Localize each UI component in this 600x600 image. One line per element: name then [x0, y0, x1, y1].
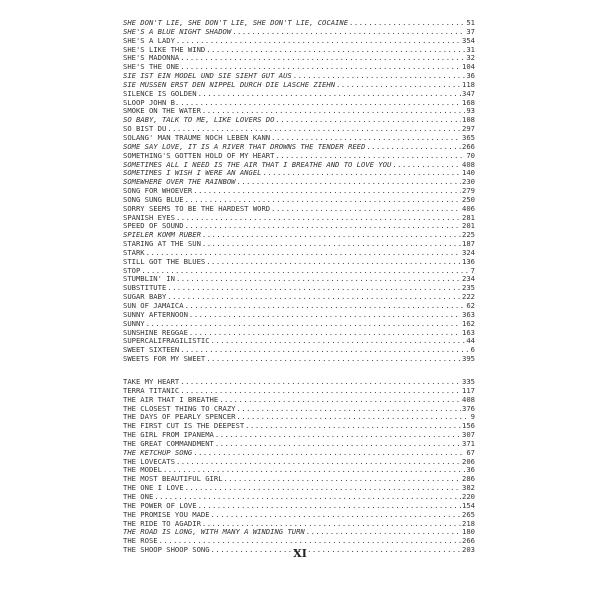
dot-leader — [180, 54, 465, 63]
toc-entry — [123, 63, 475, 72]
dot-leader — [198, 502, 461, 511]
entry-page: 70 — [466, 151, 475, 160]
dot-leader — [336, 81, 461, 90]
dot-leader — [206, 46, 465, 55]
entry-title: STARK — [123, 248, 145, 257]
entry-title: TAKE MY HEART — [123, 378, 180, 386]
entry-title: SORRY SEEMS TO BE THE HARDEST WORD — [123, 204, 271, 213]
page-number: XI — [293, 547, 307, 560]
dot-leader — [198, 90, 461, 99]
dot-leader — [180, 378, 461, 387]
toc-entry — [123, 196, 475, 205]
entry-page: 218 — [462, 519, 475, 528]
entry-title: STOP — [123, 266, 141, 275]
entry-title: SHE'S THE ONE — [123, 63, 180, 72]
toc-entry — [123, 537, 475, 546]
entry-page: 203 — [462, 546, 475, 555]
toc-entry — [123, 337, 475, 346]
entry-title: SONG FOR WHOEVER — [123, 187, 193, 196]
dot-leader — [271, 134, 461, 143]
dot-leader — [185, 222, 461, 231]
entry-page: 163 — [462, 328, 475, 337]
dot-leader — [275, 152, 465, 161]
dot-leader — [180, 387, 461, 396]
entry-page: 266 — [462, 142, 475, 151]
toc-entry — [123, 81, 475, 90]
entry-page: 363 — [462, 310, 475, 319]
toc-entry — [123, 99, 475, 108]
dot-leader — [245, 422, 461, 431]
dot-leader — [271, 205, 461, 214]
dot-leader — [167, 284, 461, 293]
toc-entry — [123, 320, 475, 329]
entry-title: SLOOP JOHN B. — [123, 98, 180, 107]
entry-page: 6 — [470, 346, 475, 355]
dot-leader — [232, 28, 465, 37]
toc-entry — [123, 396, 475, 405]
dot-leader — [349, 19, 465, 28]
toc-entry — [123, 54, 475, 63]
entry-page: 347 — [462, 89, 475, 98]
dot-leader — [176, 275, 461, 284]
entry-page: 117 — [462, 386, 475, 395]
toc-entry — [123, 152, 475, 161]
entry-title: THE CLOSEST THING TO CRAZY — [123, 404, 236, 413]
entry-title: SUPERCALIFRAGILISTIC — [123, 337, 210, 346]
dot-leader — [262, 169, 461, 178]
entry-title: THE POWER OF LOVE — [123, 501, 197, 510]
entry-title: THE DAYS OF PEARLY SPENCER — [123, 413, 236, 422]
entry-page: 286 — [462, 475, 475, 484]
entry-page: 281 — [462, 213, 475, 222]
entry-title: THE GREAT COMMANDMENT — [123, 439, 214, 448]
entry-page: 324 — [462, 248, 475, 257]
entry-page: 230 — [462, 178, 475, 187]
entry-title: SHE'S A LADY — [123, 36, 175, 45]
dot-leader — [189, 311, 461, 320]
toc-entry — [123, 440, 475, 449]
entry-title: SHE'S LIKE THE WIND — [123, 45, 206, 54]
entry-title: SPANISH EYES — [123, 213, 175, 222]
entry-page: 32 — [466, 54, 475, 63]
toc-entry — [123, 511, 475, 520]
entry-title: THE GIRL FROM IPANEMA — [123, 431, 214, 440]
entry-title: STUMBLIN' IN — [123, 275, 175, 284]
entry-page: 365 — [462, 133, 475, 142]
toc-entry — [123, 125, 475, 134]
toc-entry — [123, 222, 475, 231]
dot-leader — [237, 405, 462, 414]
entry-page: 201 — [462, 222, 475, 231]
dot-leader — [185, 484, 461, 493]
entry-page: 371 — [462, 439, 475, 448]
toc-entry — [123, 267, 475, 276]
dot-leader — [202, 107, 465, 116]
entry-title: SOLANG' MAN TRÄUME NOCH LEBEN KANN — [123, 133, 271, 142]
entry-page: 168 — [462, 98, 475, 107]
toc-entry — [123, 90, 475, 99]
entry-page: 62 — [466, 302, 475, 310]
toc-entry — [123, 161, 475, 170]
toc-entry — [123, 178, 475, 187]
entry-title: THE SHOOP SHOOP SONG — [123, 546, 210, 555]
dot-leader — [176, 37, 461, 46]
entry-page: 222 — [462, 293, 475, 302]
entry-page: 279 — [462, 187, 475, 196]
dot-leader — [180, 346, 469, 355]
dot-leader — [237, 178, 462, 187]
entry-title: SHE'S A BLUE NIGHT SHADOW — [123, 27, 232, 36]
entry-page: 406 — [462, 204, 475, 213]
toc-entry — [123, 214, 475, 223]
entry-title: SUN OF JAMAICA — [123, 302, 184, 310]
toc-entry — [123, 387, 475, 396]
toc-entry — [123, 475, 475, 484]
entry-page: 297 — [462, 125, 475, 134]
toc-entry — [123, 275, 475, 284]
entry-title: SMOKE ON THE WATER — [123, 107, 201, 116]
entry-page: 140 — [462, 169, 475, 178]
toc-entry — [123, 72, 475, 81]
toc-entry — [123, 240, 475, 249]
entry-title: SHE DON'T LIE, SHE DON'T LIE, SHE DON'T LIE, COCAINE — [123, 19, 349, 27]
entry-title: THE ONE — [123, 492, 154, 501]
entry-title: SUBSTITUTE — [123, 284, 167, 293]
toc-entry — [123, 405, 475, 414]
entry-page: 376 — [462, 404, 475, 413]
dot-leader — [167, 125, 461, 134]
dot-leader — [237, 413, 470, 422]
entry-title: SOMETIMES I WISH I WERE AN ANGEL — [123, 169, 262, 178]
entry-title: SOME SAY LOVE, IT IS A RIVER THAT DROWNS THE TENDER REED — [123, 142, 366, 151]
entry-page: 354 — [462, 36, 475, 45]
entry-page: 108 — [462, 116, 475, 125]
toc-entry — [123, 346, 475, 355]
toc-entry — [123, 528, 475, 537]
dot-leader — [185, 196, 461, 205]
toc-entry — [123, 134, 475, 143]
entry-page: 250 — [462, 195, 475, 204]
dot-leader — [224, 475, 461, 484]
entry-title: SUGAR BABY — [123, 293, 167, 302]
entry-title: THE LOVECATS — [123, 457, 175, 466]
entry-title: THE ROAD IS LONG, WITH MANY A WINDING TURN — [123, 528, 305, 537]
dot-leader — [167, 293, 461, 302]
toc-entry — [123, 413, 475, 422]
dot-leader — [215, 440, 461, 449]
toc-entry — [123, 302, 475, 311]
toc-entry — [123, 329, 475, 338]
entry-title: SOMEWHERE OVER THE RAINBOW — [123, 178, 236, 187]
toc-entry — [123, 187, 475, 196]
entry-page: 187 — [462, 240, 475, 249]
toc-entry — [123, 502, 475, 511]
dot-leader — [189, 329, 461, 338]
entry-page: 265 — [462, 510, 475, 519]
entry-title: SILENCE IS GOLDEN — [123, 89, 197, 98]
entry-page: 118 — [462, 80, 475, 89]
toc-entry — [123, 284, 475, 293]
entry-title: SPEED OF SOUND — [123, 222, 184, 231]
entry-page: 234 — [462, 275, 475, 284]
dot-leader — [392, 161, 461, 170]
toc-entry — [123, 466, 475, 475]
dot-leader — [193, 187, 461, 196]
entry-title: THE MOST BEAUTIFUL GIRL — [123, 475, 223, 484]
toc-entry — [123, 458, 475, 467]
entry-title: SOMETHING'S GOTTEN HOLD OF MY HEART — [123, 151, 275, 160]
entry-page: 67 — [466, 448, 475, 457]
entry-page: 206 — [462, 457, 475, 466]
toc-entry — [123, 355, 475, 364]
dot-leader — [219, 396, 461, 405]
entry-title: SIE MÜSSEN ERST DEN NIPPEL DURCH DIE LASCHE ZIEHN — [123, 80, 336, 89]
toc-entry — [123, 28, 475, 37]
entry-title: THE RIDE TO AGADIR — [123, 519, 201, 528]
dot-leader — [211, 511, 461, 520]
toc-section-t — [123, 378, 475, 555]
entry-page: 9 — [470, 413, 475, 422]
entry-page: 382 — [462, 484, 475, 493]
entry-title: SUNNY — [123, 319, 145, 328]
dot-leader — [180, 99, 461, 108]
entry-title: THE FIRST CUT IS THE DEEPEST — [123, 422, 245, 431]
toc-entry — [123, 293, 475, 302]
toc-entry — [123, 378, 475, 387]
entry-title: THE PROMISE YOU MADE — [123, 510, 210, 519]
dot-leader — [206, 258, 461, 267]
dot-leader — [306, 528, 461, 537]
entry-page: 225 — [462, 231, 475, 240]
dot-leader — [366, 143, 461, 152]
entry-page: 36 — [466, 466, 475, 475]
entry-page: 220 — [462, 492, 475, 501]
dot-leader — [206, 355, 461, 364]
toc-entry — [123, 46, 475, 55]
entry-title: STILL GOT THE BLUES — [123, 257, 206, 266]
entry-title: STARING AT THE SUN — [123, 240, 201, 249]
entry-page: 37 — [466, 27, 475, 36]
toc-entry — [123, 493, 475, 502]
dot-leader — [185, 302, 466, 311]
entry-title: SUNSHINE REGGAE — [123, 328, 188, 337]
entry-page: 156 — [462, 422, 475, 431]
entry-page: 266 — [462, 537, 475, 546]
entry-title: SHE'S MADONNA — [123, 54, 180, 63]
dot-leader — [202, 520, 461, 529]
entry-page: 104 — [462, 63, 475, 72]
entry-page: 180 — [462, 528, 475, 537]
toc-entry — [123, 311, 475, 320]
entry-title: SWEET SIXTEEN — [123, 346, 180, 355]
toc-entry — [123, 520, 475, 529]
dot-leader — [146, 320, 461, 329]
entry-page: 36 — [466, 72, 475, 81]
toc-entry — [123, 205, 475, 214]
entry-page: 154 — [462, 501, 475, 510]
dot-leader — [215, 431, 461, 440]
entry-page: 93 — [466, 107, 475, 116]
dot-leader — [275, 116, 461, 125]
toc-entry — [123, 484, 475, 493]
entry-title: SOMETIMES ALL I NEED IS THE AIR THAT I BREATHE AND TO LOVE YOU — [123, 160, 392, 169]
entry-title: TERRA TITANIC — [123, 386, 180, 395]
entry-page: 7 — [470, 266, 475, 275]
entry-title: THE ROSE — [123, 537, 158, 546]
entry-title: THE ONE I LOVE — [123, 484, 184, 493]
entry-title: THE AIR THAT I BREATHE — [123, 395, 219, 404]
entry-page: 136 — [462, 257, 475, 266]
dot-leader — [141, 267, 469, 276]
toc-entry — [123, 449, 475, 458]
entry-title: SPIELER KOMM RÜBER — [123, 231, 201, 240]
entry-page: 395 — [462, 355, 475, 364]
toc-entry — [123, 249, 475, 258]
toc-entry — [123, 258, 475, 267]
entry-title: SO BABY, TALK TO ME, LIKE LOVERS DO — [123, 116, 275, 125]
entry-page: 408 — [462, 160, 475, 169]
entry-page: 31 — [466, 45, 475, 54]
dot-leader — [180, 63, 461, 72]
dot-leader — [176, 458, 461, 467]
entry-title: THE KETCHUP SONG — [123, 448, 193, 457]
toc-entry — [123, 231, 475, 240]
dot-leader — [146, 249, 461, 258]
entry-title: SWEETS FOR MY SWEET — [123, 355, 206, 364]
entry-page: 307 — [462, 431, 475, 440]
toc-entry — [123, 19, 475, 28]
dot-leader — [193, 449, 465, 458]
entry-title: THE MODEL — [123, 466, 162, 475]
toc-entry — [123, 169, 475, 178]
toc-entry — [123, 107, 475, 116]
toc-entry — [123, 116, 475, 125]
entry-page: 235 — [462, 284, 475, 293]
entry-title: SIE IST EIN MODEL UND SIE SIEHT GUT AUS — [123, 72, 292, 81]
dot-leader — [159, 537, 461, 546]
entry-title: SUNNY AFTERNOON — [123, 310, 188, 319]
dot-leader — [211, 337, 466, 346]
toc-entry — [123, 37, 475, 46]
dot-leader — [202, 231, 461, 240]
dot-leader — [154, 493, 461, 502]
entry-title: SONG SUNG BLUE — [123, 195, 184, 204]
dot-leader — [163, 466, 465, 475]
entry-page: 408 — [462, 395, 475, 404]
entry-page: 44 — [466, 337, 475, 346]
dot-leader — [293, 72, 466, 81]
toc-section-s — [123, 19, 475, 364]
entry-page: 162 — [462, 319, 475, 328]
dot-leader — [176, 214, 461, 223]
entry-page: 335 — [462, 378, 475, 386]
toc-entry — [123, 422, 475, 431]
entry-title: SO BIST DU — [123, 125, 167, 134]
entry-page: 51 — [466, 19, 475, 27]
toc-entry — [123, 143, 475, 152]
toc-entry — [123, 431, 475, 440]
dot-leader — [202, 240, 461, 249]
